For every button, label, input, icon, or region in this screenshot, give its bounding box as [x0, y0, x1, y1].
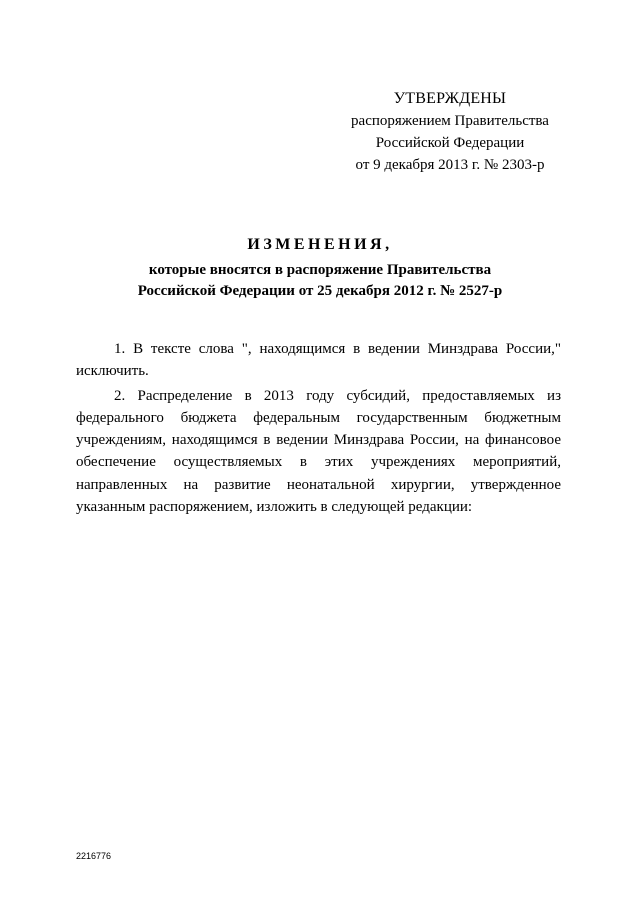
document-subtitle: [100, 260, 540, 302]
paragraph-1: 1. В тексте слова ", находящимся в ведении Минздрава России," исключить.: [76, 341, 561, 380]
document-code: 2216776: [76, 851, 112, 861]
approval-line-3: от 9 декабря 2013 г. № 2303-р: [355, 157, 545, 173]
document-body: [76, 338, 561, 518]
subtitle-line-1: которые вносятся в распоряжение Правительства: [148, 262, 492, 278]
approval-block: [330, 88, 570, 176]
document-title: ИЗМЕНЕНИЯ,: [247, 236, 393, 253]
approval-line-1: распоряжением Правительства: [351, 113, 549, 129]
paragraph-2: 2. Распределение в 2013 году субсидий, предоставляемых из федерального бюджета федеральным государственным бюджетным учреждениям, находящимся в ведении Минздрава России, на финансовое обеспечение осуществляемых в этих учреждениях мероприятий, направленных на развитие неонатальной хирургии, утвержденное указанным распоряжением, изложить в следующей редакции:: [76, 387, 561, 516]
subtitle-line-2: Российской Федерации от 25 декабря 2012 г. № 2527-р: [137, 283, 503, 299]
approval-line-2: Российской Федерации: [375, 135, 525, 151]
approval-heading: УТВЕРЖДЕНЫ: [393, 90, 507, 107]
